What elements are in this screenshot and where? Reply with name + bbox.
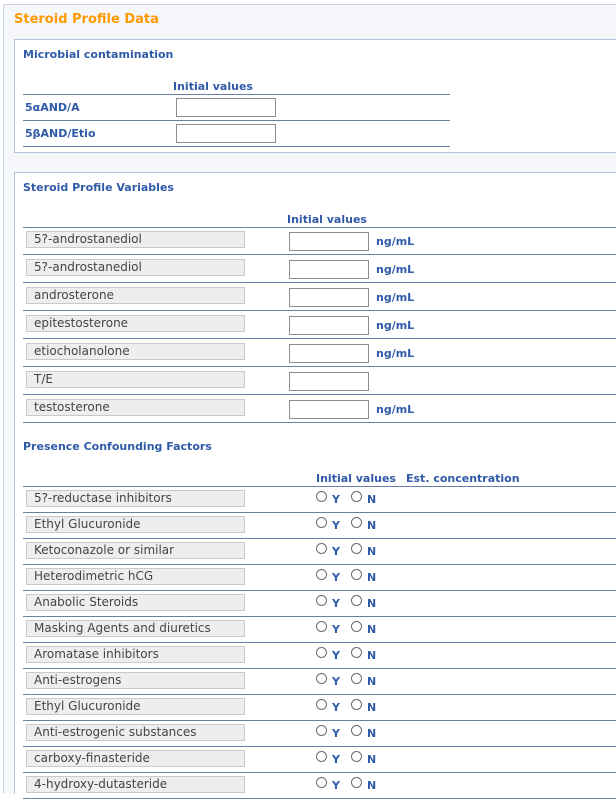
page-title: Steroid Profile Data <box>14 12 159 27</box>
steroid-unit: ng/mL <box>376 347 415 360</box>
confounding-row <box>15 565 616 591</box>
steroid-value-input[interactable] <box>289 288 369 307</box>
yes-label: Y <box>332 649 340 662</box>
steroid-row-label: 5?-androstanediol <box>26 231 245 248</box>
no-label: N <box>367 597 377 610</box>
steroid-profile-page <box>3 4 616 793</box>
steroid-unit: ng/mL <box>376 403 415 416</box>
yes-radio[interactable] <box>316 517 327 528</box>
steroid-row-line <box>23 366 616 367</box>
yes-label: Y <box>332 779 340 792</box>
yes-radio[interactable] <box>316 699 327 710</box>
yes-label: Y <box>332 701 340 714</box>
microbial-row-label: 5βAND/Etio <box>25 127 96 140</box>
no-label: N <box>367 753 377 766</box>
confounding-row-label: Aromatase inhibitors <box>26 646 245 663</box>
yes-radio[interactable] <box>316 673 327 684</box>
steroid-row-line <box>23 282 616 283</box>
yes-radio[interactable] <box>316 569 327 580</box>
microbial-initial-header: Initial values <box>173 80 253 93</box>
no-radio[interactable] <box>351 647 362 658</box>
confounding-row <box>15 643 616 669</box>
confounding-row-label: Anti-estrogens <box>26 672 245 689</box>
yes-radio[interactable] <box>316 725 327 736</box>
steroid-initial-header: Initial values <box>287 213 367 226</box>
confounding-row-label: Ethyl Glucuronide <box>26 516 245 533</box>
confounding-row <box>15 513 616 539</box>
steroid-value-input[interactable] <box>289 232 369 251</box>
yes-radio[interactable] <box>316 491 327 502</box>
steroid-row-line <box>23 310 616 311</box>
no-label: N <box>367 571 377 584</box>
steroid-row-line <box>23 254 616 255</box>
steroid-unit: ng/mL <box>376 263 415 276</box>
confounding-row-label: Masking Agents and diuretics <box>26 620 245 637</box>
confounding-row <box>15 591 616 617</box>
no-label: N <box>367 779 377 792</box>
steroid-value-input[interactable] <box>289 260 369 279</box>
steroid-row-line <box>23 422 616 423</box>
no-radio[interactable] <box>351 699 362 710</box>
steroid-value-input[interactable] <box>289 316 369 335</box>
steroid-panel-title: Steroid Profile Variables <box>23 181 174 194</box>
no-label: N <box>367 701 377 714</box>
no-label: N <box>367 493 377 506</box>
steroid-row-label: T/E <box>26 371 245 388</box>
steroid-row-label: 5?-androstanediol <box>26 259 245 276</box>
no-radio[interactable] <box>351 517 362 528</box>
microbial-panel <box>14 39 616 153</box>
steroid-unit: ng/mL <box>376 291 415 304</box>
no-radio[interactable] <box>351 569 362 580</box>
yes-label: Y <box>332 753 340 766</box>
microbial-panel-title: Microbial contamination <box>23 48 174 61</box>
confounding-initial-header: Initial values <box>316 472 396 485</box>
microbial-5aand-a-input[interactable] <box>176 98 276 117</box>
microbial-5band-etio-input[interactable] <box>176 124 276 143</box>
steroid-row <box>15 312 616 338</box>
confounding-row-label: carboxy-finasteride <box>26 750 245 767</box>
confounding-title: Presence Confounding Factors <box>23 440 212 453</box>
yes-label: Y <box>332 545 340 558</box>
microbial-row-label: 5αAND/A <box>25 101 80 114</box>
no-radio[interactable] <box>351 543 362 554</box>
confounding-row <box>15 773 616 799</box>
no-label: N <box>367 675 377 688</box>
steroid-row <box>15 368 616 394</box>
yes-radio[interactable] <box>316 595 327 606</box>
steroid-row <box>15 284 616 310</box>
no-label: N <box>367 623 377 636</box>
confounding-row <box>15 721 616 747</box>
no-radio[interactable] <box>351 595 362 606</box>
yes-radio[interactable] <box>316 777 327 788</box>
microbial-row <box>15 95 616 121</box>
confounding-row <box>15 695 616 721</box>
no-label: N <box>367 727 377 740</box>
confounding-row-label: Heterodimetric hCG <box>26 568 245 585</box>
steroid-row-label: testosterone <box>26 399 245 416</box>
microbial-row <box>15 121 616 147</box>
steroid-row-line <box>23 338 616 339</box>
confounding-row <box>15 747 616 773</box>
no-radio[interactable] <box>351 777 362 788</box>
steroid-row-label: androsterone <box>26 287 245 304</box>
confounding-row <box>15 617 616 643</box>
yes-label: Y <box>332 675 340 688</box>
steroid-unit: ng/mL <box>376 235 415 248</box>
steroid-row-label: etiocholanolone <box>26 343 245 360</box>
confounding-row-label: Anabolic Steroids <box>26 594 245 611</box>
steroid-row <box>15 396 616 422</box>
no-radio[interactable] <box>351 751 362 762</box>
yes-label: Y <box>332 493 340 506</box>
yes-label: Y <box>332 571 340 584</box>
yes-label: Y <box>332 519 340 532</box>
yes-label: Y <box>332 597 340 610</box>
yes-radio[interactable] <box>316 647 327 658</box>
steroid-row <box>15 228 616 254</box>
confounding-row-label: 5?-reductase inhibitors <box>26 490 245 507</box>
confounding-row-label: Anti-estrogenic substances <box>26 724 245 741</box>
steroid-row <box>15 340 616 366</box>
confounding-row <box>15 539 616 565</box>
steroid-panel <box>14 172 616 794</box>
no-radio[interactable] <box>351 621 362 632</box>
steroid-row-line <box>23 394 616 395</box>
confounding-row <box>15 669 616 695</box>
steroid-value-input[interactable] <box>289 344 369 363</box>
no-radio[interactable] <box>351 725 362 736</box>
no-label: N <box>367 649 377 662</box>
steroid-row <box>15 256 616 282</box>
steroid-value-input[interactable] <box>289 372 369 391</box>
confounding-row-label: 4-hydroxy-dutasteride <box>26 776 245 793</box>
confounding-row <box>15 487 616 513</box>
steroid-row-label: epitestosterone <box>26 315 245 332</box>
confounding-row-label: Ethyl Glucuronide <box>26 698 245 715</box>
no-label: N <box>367 519 377 532</box>
no-radio[interactable] <box>351 491 362 502</box>
steroid-value-input[interactable] <box>289 400 369 419</box>
confounding-est-header: Est. concentration <box>406 472 520 485</box>
yes-radio[interactable] <box>316 543 327 554</box>
yes-radio[interactable] <box>316 751 327 762</box>
no-radio[interactable] <box>351 673 362 684</box>
confounding-row-label: Ketoconazole or similar <box>26 542 245 559</box>
no-label: N <box>367 545 377 558</box>
yes-label: Y <box>332 727 340 740</box>
microbial-row-line <box>23 146 450 147</box>
yes-label: Y <box>332 623 340 636</box>
yes-radio[interactable] <box>316 621 327 632</box>
steroid-unit: ng/mL <box>376 319 415 332</box>
